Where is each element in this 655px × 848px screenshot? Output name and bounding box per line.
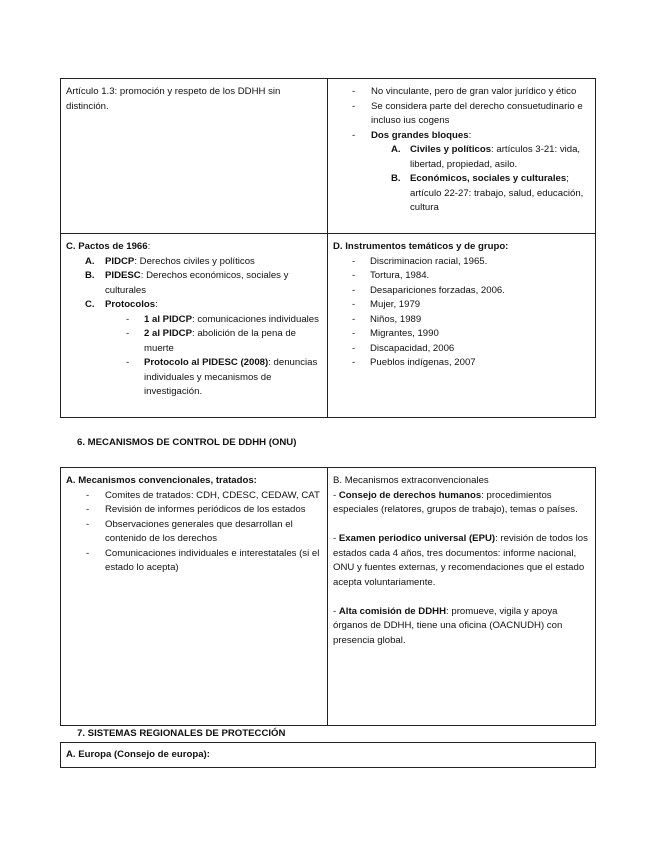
sub-letter: B. — [391, 173, 401, 184]
pactos-heading: C. Pactos de 1966: — [66, 241, 151, 252]
section-6-heading: 6. MECANISMOS DE CONTROL DE DDHH (ONU) — [77, 437, 297, 448]
cell-conventional-mechanisms — [66, 474, 322, 576]
list-item: - Dos grandes bloques: — [334, 129, 592, 144]
section-7-heading: 7. SISTEMAS REGIONALES DE PROTECCIÓN — [77, 728, 286, 739]
list-item: - Observaciones generales que desarrollan el contenido de los derechos — [86, 518, 293, 544]
sub-item: A. Civiles y políticos: artículos 3-21: vida, libertad, propiedad, asilo. — [391, 144, 581, 170]
cell-declaration-features — [334, 85, 592, 216]
bullet-mark: - — [126, 357, 130, 368]
protocol-item: - 1 al PIDCP: comunicaciones individuales — [66, 313, 324, 328]
list-item: - Comites de tratados: CDH, CDESC, CEDAW, CAT — [86, 489, 320, 501]
instrumentos-heading: D. Instrumentos temáticos y de grupo: — [333, 241, 509, 252]
table1-row-divider — [60, 233, 596, 234]
bullet-mark: - — [352, 129, 356, 141]
list-item: - Revisión de informes periódicos de los estados — [86, 504, 306, 515]
cell-article-1-3 — [66, 85, 322, 114]
bloques-label: Dos grandes bloques — [371, 129, 469, 141]
item-letter: B. — [85, 270, 95, 281]
cell-pactos-1966 — [66, 240, 324, 400]
bullet-mark: - — [352, 86, 356, 97]
paragraph-epu: - Examen periodico universal (EPU): revisión de todos los estados cada 4 años, tres documentos: informe nacional, ONU y fuentes externas, y recomendaciones que el estado acepta voluntariamente. — [333, 533, 588, 588]
cell-instrumentos-tematicos — [333, 240, 591, 371]
item-letter: A. — [85, 255, 95, 267]
bullet-mark: - — [126, 328, 130, 339]
list-item: - No vinculante, pero de gran valor jurídico y ético — [334, 85, 592, 100]
list-item: - Migrantes, 1990 — [352, 328, 439, 339]
list-item: - Pueblos indígenas, 2007 — [352, 357, 476, 368]
europa-row-text: A. Europa (Consejo de europa): — [66, 749, 210, 760]
list-item: - Desapariciones forzadas, 2006. — [352, 284, 505, 296]
protocol-item: - 2 al PIDCP: abolición de la pena de muerte — [126, 328, 297, 354]
list-item: - Tortura, 1984. — [352, 270, 430, 281]
list-item: - Discriminacion racial, 1965. — [352, 255, 488, 267]
protocol-item: - Protocolo al PIDESC (2008): denuncias individuales y mecanismos de investigación. — [126, 357, 318, 397]
pactos-item: C. Protocolos: — [66, 298, 324, 313]
list-item: - Niños, 1989 — [352, 313, 422, 325]
list-item: - Comunicaciones individuales e interestatales (si el estado lo acepta) — [86, 547, 320, 573]
list-item: - Discapacidad, 2006 — [352, 342, 455, 354]
extraconventional-heading: B. Mecanismos extraconvencionales — [333, 475, 489, 486]
sub-letter: A. — [391, 144, 401, 155]
bullet-mark: - — [126, 313, 130, 325]
list-item: - Mujer, 1979 — [352, 299, 421, 310]
paragraph-consejo: - Consejo de derechos humanos: procedimientos especiales (relatores, grupos de trabajo), temas o países. — [333, 489, 578, 515]
pactos-item: A. PIDCP: Derechos civiles y políticos — [66, 255, 324, 270]
list-item: - Se considera parte del derecho consuetudinario e incluso ius cogens — [352, 100, 583, 126]
bullet-mark: - — [352, 100, 356, 112]
article-1-3-text: Artículo 1.3: promoción y respeto de los DDHH sin distinción. — [66, 86, 281, 112]
sub-item: B. Económicos, sociales y culturales; artículo 22-27: trabajo, salud, educación, cultura — [391, 173, 584, 213]
item-letter: C. — [85, 299, 95, 310]
conventional-heading: A. Mecanismos convencionales, tratados: — [66, 475, 257, 486]
table1-column-divider — [327, 78, 328, 418]
paragraph-alta-comision: - Alta comisión de DDHH: promueve, vigila y apoya órganos de DDHH, tiene una oficina (OACNUDH) con presencia global. — [333, 605, 563, 646]
cell-extraconventional-mechanisms — [333, 474, 591, 648]
table2-column-divider — [327, 467, 328, 726]
pactos-item: B. PIDESC: Derechos económicos, sociales y culturales — [85, 270, 289, 296]
